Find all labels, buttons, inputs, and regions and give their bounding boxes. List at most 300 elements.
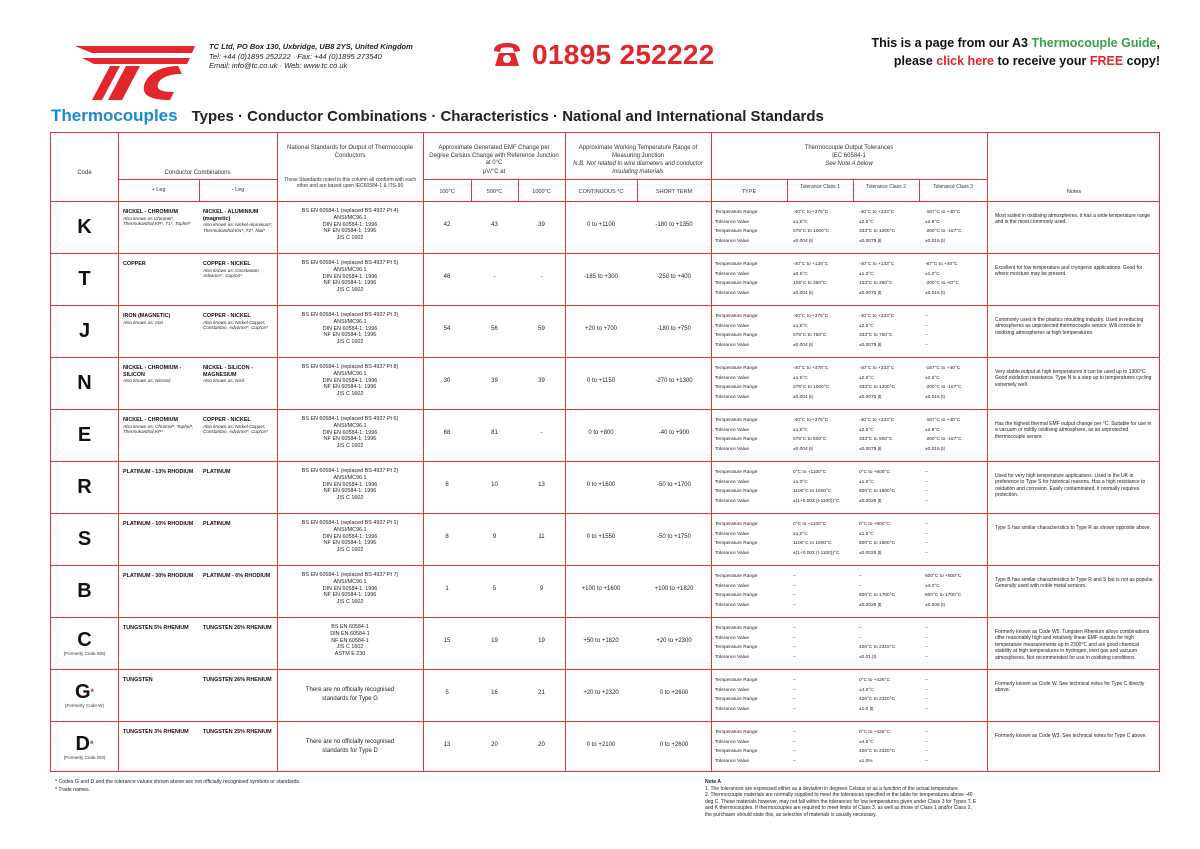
positive-leg: [123, 261, 197, 268]
table-row: [51, 253, 1159, 305]
tolerance-labels: [715, 728, 787, 766]
tolerance-value: -40°C to +375°C: [793, 314, 829, 319]
header-range: Approximate Working Temperature Range of Measuring Junction: [578, 145, 698, 159]
header-range-note: N.B. Not related to wire diameters and conductor insulating materials: [573, 161, 703, 175]
header-tolerance-std: IEC 60584-1: [832, 153, 866, 159]
tolerance-value: 1100°C to 1600°C: [793, 541, 832, 546]
negative-leg-alias: Also known as: Nickel-Copper, Constantan, Advance*, Cupron*: [203, 319, 268, 331]
standards-list: [279, 520, 421, 554]
emf-value: 20: [491, 742, 498, 748]
emf-value: -: [540, 430, 543, 436]
emf-value: 10: [491, 482, 498, 488]
tolerance-label: Tolerance Value: [715, 427, 750, 433]
emf-value: 16: [491, 690, 498, 696]
positive-leg-name: PLATINUM - 10% RHODIUM: [123, 521, 194, 527]
footnote-trade-names: * Trade names.: [55, 786, 91, 793]
emf-value: 1: [445, 586, 449, 592]
standard-item: NF EN 60584-1: 1996: [323, 436, 377, 443]
emf-value: 54: [443, 326, 451, 332]
standard-item: JIS C 1602: [336, 599, 364, 606]
promo-text: to receive your: [993, 54, 1090, 68]
tolerance-value: -167°C to +40°C: [925, 366, 961, 371]
telephone-icon: [492, 42, 522, 68]
tolerance-value: ±2.5°C: [925, 219, 940, 225]
continuous-range: 0 to +800: [588, 430, 614, 436]
tolerance-value: ±0.0075 |t|: [859, 342, 882, 348]
tolerance-value: –: [793, 758, 796, 764]
negative-leg-name: COPPER - NICKEL: [203, 261, 251, 267]
thermocouple-code: [51, 617, 118, 669]
tolerance-value: ±0.015 |t|: [925, 238, 945, 244]
standards-list: [279, 572, 421, 606]
tolerance-label: Tolerance Value: [715, 290, 750, 296]
tolerance-c3: [925, 468, 987, 506]
header-emf-1000: 1000°C: [532, 189, 551, 195]
negative-leg-name: COPPER - NICKEL: [203, 417, 251, 423]
row-notes: Very stable output at high temperatures it can be used up to 1300°C. Good oxidation resistance. Type N is a step up to temperatures cycling extremely well.: [995, 369, 1152, 388]
emf-value: 5: [492, 586, 497, 592]
short-term-range: -270 to +1300: [655, 378, 693, 384]
negative-leg: [203, 521, 275, 528]
tolerance-value: –: [925, 531, 928, 537]
emf-value: 21: [538, 690, 545, 696]
emf-value: 19: [538, 638, 545, 644]
tolerance-value: ±2.5°C: [925, 427, 940, 433]
tolerance-label: Tolerance Value: [715, 635, 750, 641]
standards-list: [279, 364, 421, 398]
emf-value: 59: [538, 326, 545, 332]
tolerance-value: ±0.0075 |t|: [859, 446, 882, 452]
thermocouple-code: [51, 357, 118, 409]
tolerance-label: Temperature Range: [715, 678, 758, 683]
asterisk-marker: *: [89, 739, 94, 749]
tolerance-c1: [793, 520, 855, 558]
tolerance-c2: [859, 572, 921, 610]
tolerance-label: Temperature Range: [715, 593, 758, 598]
standard-item: BS EN 60584-1 (replaced BS 4937 Pt 1): [301, 520, 399, 526]
note-a-title: Note A: [705, 779, 721, 785]
tolerance-c3: [925, 364, 987, 402]
tolerance-label: Temperature Range: [715, 314, 758, 319]
standard-item: NF EN 60584-1: 1996: [323, 592, 377, 599]
grid-line: [853, 179, 854, 201]
tolerance-label: Temperature Range: [715, 730, 758, 735]
tolerance-label: Temperature Range: [715, 262, 758, 267]
positive-leg-alias: Also known as: Nicrosil: [123, 378, 171, 384]
tolerance-value: ±2.5°C: [859, 219, 874, 225]
tolerance-value: –: [925, 314, 928, 319]
positive-leg-name: TUNGSTEN: [123, 677, 153, 683]
continuous-range: 0 to +1600: [586, 482, 616, 488]
standard-item: JIS C 1602: [336, 235, 364, 242]
standard-item: ANSI/MC96.1: [333, 578, 367, 585]
page-subtitle: Types · Conductor Combinations · Characteristics · National and International Standards: [191, 108, 824, 125]
tolerance-label: Temperature Range: [715, 281, 758, 286]
tolerance-value: 125°C to 350°C: [793, 281, 827, 286]
short-term-range: -40 to +900: [658, 430, 690, 436]
tolerance-label: Tolerance Value: [715, 739, 750, 745]
tolerance-labels: [715, 364, 787, 402]
emf-value: 5: [445, 690, 449, 696]
tolerance-value: ±0.004 |t|: [793, 290, 813, 296]
tc-logo: [70, 40, 200, 102]
tolerance-value: ±4.5°C: [859, 687, 874, 693]
emf-value: 46: [443, 274, 451, 280]
tolerance-label: Temperature Range: [715, 470, 758, 475]
tolerance-value: ±0.0075 |t|: [859, 238, 882, 244]
footer-note-a: [705, 779, 980, 819]
emf-value: 11: [538, 534, 545, 540]
tolerance-value: ±0.015 |t|: [925, 394, 945, 400]
continuous-range: +100 to +1600: [581, 586, 621, 592]
tolerance-value: ±1.0°C: [859, 271, 874, 277]
tolerance-c3: [925, 416, 987, 454]
tolerance-value: ±2.5°C: [859, 427, 874, 433]
row-notes: Type B has similar characteristics to Type R and S but is not as popular. Generally used with noble metal sensors.: [995, 577, 1154, 590]
header-standards: National Standards for Output of Thermocouple Conductors: [287, 145, 413, 159]
positive-leg: [123, 365, 197, 384]
short-term-range: +100 to +1820: [654, 586, 694, 592]
emf-value: 56: [491, 326, 498, 332]
standards-list: [279, 624, 421, 658]
company-address: [209, 42, 479, 71]
tolerance-value: –: [793, 654, 796, 660]
row-notes: Formerly known as Code W5. Tungsten Rhenium alloys combinations offer reasonably high and relatively linear EMF outputs for high temperature measurements up to 2300°C and are good chemical stability at high temperatures in hydrogen, inert gas and vacuum atmospheres. Not recommended for use in oxidising conditions.: [995, 629, 1150, 661]
tolerance-value: 375°C to 1000°C: [793, 385, 830, 390]
tolerance-value: –: [793, 626, 796, 631]
tolerance-c1: [793, 416, 855, 454]
emf-value: 39: [491, 378, 498, 384]
tolerance-label: Tolerance Value: [715, 375, 750, 381]
tolerance-value: 600°C to +800°C: [925, 574, 962, 579]
tolerance-value: ±1.5°C: [793, 427, 808, 433]
tolerance-value: ±0.005 |t|: [925, 602, 945, 608]
positive-leg-name: TUNGSTEN 5% RHENIUM: [123, 625, 189, 631]
code-letter-text: J: [78, 320, 91, 342]
code-letter-text: R: [77, 476, 92, 498]
standard-item: NF EN 60584-1: [331, 637, 369, 644]
positive-leg: [123, 573, 197, 580]
code-letter-text: N: [77, 372, 92, 394]
footnote-codes: * Codes G and D and the tolerance values shown above are not officially recognised symbols or standards.: [55, 779, 301, 785]
page-title-row: [51, 106, 824, 126]
header-continuous: CONTINUOUS °C: [578, 189, 624, 195]
tolerance-labels: [715, 468, 787, 506]
standard-item: DIN EN 60584-1: 1996: [322, 429, 378, 436]
continuous-range: +20 to +700: [584, 326, 618, 332]
tolerance-label: Tolerance Value: [715, 271, 750, 277]
tolerance-c3: [925, 572, 987, 610]
tolerance-label: Temperature Range: [715, 749, 758, 754]
standard-item: DIN EN 60584-1: 1996: [322, 377, 378, 384]
grid-line: [711, 179, 987, 180]
company-email-web-line[interactable]: Email: info@tc.co.uk · Web: www.tc.co.uk: [209, 61, 348, 70]
tolerance-value: 426°C to 2320°C: [859, 697, 896, 702]
tolerance-c1: [793, 728, 855, 766]
tolerance-c3: [925, 312, 987, 350]
row-notes: Used for very high temperature applications. Used in the UK in preference to Type S for historical reasons. Has a high resistance to oxidation and corrosion. Easily contaminated, it normally requires protection.: [995, 473, 1146, 499]
table-row: [51, 201, 1159, 253]
standards-list: [279, 686, 421, 704]
header-neg-leg: - Leg: [231, 187, 245, 193]
row-notes: Excellent for low temperature and cryogenic applications. Good for where moisture may be present.: [995, 265, 1143, 278]
emf-value: 43: [491, 222, 498, 228]
code-letter: [78, 268, 90, 290]
tolerance-labels: [715, 624, 787, 662]
code-letter-text: C: [77, 629, 92, 651]
tolerance-value: -167°C to +40°C: [925, 210, 961, 215]
tolerance-value: ±1.0°C: [793, 531, 808, 537]
tolerance-value: ±4.5°C: [859, 739, 874, 745]
tolerance-label: Tolerance Value: [715, 583, 750, 589]
promo-text: please: [893, 54, 937, 68]
emf-value: 68: [443, 430, 451, 436]
table-row: [51, 617, 1159, 669]
tolerance-value: -200°C to -167°C: [925, 437, 962, 442]
table-row: [51, 409, 1159, 461]
row-notes: Type S has similar characteristics to Type R as shown opposite above.: [995, 525, 1152, 531]
tolerance-value: 375°C to 1000°C: [793, 229, 830, 234]
positive-leg: [123, 417, 197, 435]
tolerance-value: ±(1+0.003 (t-1100))°C: [793, 550, 840, 556]
tolerance-value: –: [793, 635, 796, 641]
standard-item: ANSI/MC96.1: [333, 214, 367, 221]
promo-text: ,: [1156, 36, 1160, 50]
promo-line-2: [872, 52, 1161, 70]
tolerance-value: -40°C to +333°C: [859, 418, 895, 423]
positive-leg-name: NICKEL - CHROMIUM - SILICON: [123, 365, 182, 378]
tolerance-value: –: [793, 602, 796, 608]
positive-leg-name: PLATINUM - 30% RHODIUM: [123, 573, 194, 579]
continuous-range: +50 to +1820: [583, 638, 619, 644]
tolerance-value: ±2.5°C: [859, 375, 874, 381]
tolerance-c2: [859, 520, 921, 558]
tolerance-value: 600°C to 1600°C: [859, 541, 896, 546]
standard-item: BS EN 60584-1 (replaced BS 4937 Pt 4): [301, 208, 399, 214]
tolerance-label: Tolerance Value: [715, 342, 750, 348]
negative-leg-name: NICKEL - ALUMINIUM (magnetic): [203, 209, 259, 222]
standard-item: standards for Type G: [322, 696, 378, 702]
tolerance-value: ±0.0025 |t|: [859, 498, 882, 504]
standard-item: ASTM E 230: [334, 651, 366, 658]
positive-leg-alias: Also known as: Chromel*, Tophel*, Thermokanthal KP*: [123, 423, 194, 435]
grid-line: [787, 179, 788, 201]
tolerance-label: Temperature Range: [715, 418, 758, 423]
tolerance-value: ±1.5°C: [859, 479, 874, 485]
positive-leg: [123, 521, 197, 528]
phone-number[interactable]: 01895 252222: [532, 39, 715, 70]
tolerance-label: Tolerance Value: [715, 394, 750, 400]
tolerance-value: ±1.5°C: [793, 323, 808, 329]
tolerance-value: –: [793, 697, 796, 702]
promo-text: This is a page from our A3: [871, 36, 1032, 50]
positive-leg-name: PLATINUM - 13% RHODIUM: [123, 469, 194, 475]
negative-leg-name: TUNGSTEN 26% RHENIUM: [203, 677, 272, 683]
code-former-name: (Formerly Code W): [64, 703, 105, 708]
header-tolerance-see: See Note A below: [825, 161, 873, 167]
tolerance-value: ±1.5°C: [793, 375, 808, 381]
short-term-range: 0 to +2600: [659, 690, 689, 696]
thermocouple-code: [51, 669, 118, 721]
tolerance-label: Tolerance Value: [715, 498, 750, 504]
company-address-line: TC Ltd, PO Box 130, Uxbridge, UB8 2YS, United Kingdom: [209, 42, 413, 51]
row-notes: Has the highest thermal EMF output change per °C. Suitable for use in a vacuum or mildly oxidising atmosphere, as an unprotected thermocouple sensor.: [995, 421, 1152, 440]
standards-list: [279, 416, 421, 450]
tolerance-value: –: [793, 739, 796, 745]
header-class-2: Tolerance Class 2: [866, 184, 906, 190]
standard-item: JIS C 1602: [336, 391, 364, 398]
tolerance-c2: [859, 312, 921, 350]
emf-value: 8: [445, 534, 449, 540]
short-term-range: 0 to +2600: [659, 742, 689, 748]
standard-item: standards for Type D: [322, 748, 378, 754]
table-row: [51, 513, 1159, 565]
table-row: [51, 669, 1159, 721]
tolerance-value: –: [925, 758, 928, 764]
negative-leg: [203, 365, 275, 384]
tolerance-label: Tolerance Value: [715, 654, 750, 660]
tolerance-label: Tolerance Value: [715, 758, 750, 764]
tolerance-value: ±(1+0.003 (t-1100))°C: [793, 498, 840, 504]
tolerance-value: –: [925, 635, 928, 641]
standard-item: There are no officially recognised: [305, 687, 395, 693]
tolerance-label: Temperature Range: [715, 697, 758, 702]
table-row: [51, 565, 1159, 617]
emf-value: 15: [443, 638, 451, 644]
negative-leg: [203, 573, 275, 580]
thermocouple-code: [51, 305, 118, 357]
standards-list: [279, 208, 421, 242]
table-row: [51, 357, 1159, 409]
positive-leg-alias: Also known as: Iron: [123, 319, 164, 325]
negative-leg-name: NICKEL - SILICON - MAGNESIUM: [203, 365, 253, 378]
tolerance-value: 600°C to 1700°C: [859, 593, 896, 598]
tolerance-label: Temperature Range: [715, 522, 758, 527]
header-emf-100: 100°C: [439, 189, 455, 195]
tolerance-c1: [793, 676, 855, 714]
tolerance-label: Temperature Range: [715, 626, 758, 631]
emf-value: 8: [445, 482, 449, 488]
tolerance-value: –: [859, 626, 862, 631]
tolerance-c1: [793, 468, 855, 506]
standard-item: DIN EN 60584-1: 1996: [322, 585, 378, 592]
company-phone-fax-line: Tel: +44 (0)1895 252222 · Fax: +44 (0)1895 273540: [209, 51, 382, 61]
tolerance-value: -40°C to +333°C: [859, 210, 895, 215]
tolerance-label: Tolerance Value: [715, 706, 750, 712]
standard-item: JIS C 1602: [336, 547, 364, 554]
emf-value: 81: [491, 430, 498, 436]
standard-item: BS EN 60584-1 (replaced BS 4937 Pt 3): [301, 312, 399, 318]
emf-value: 9: [539, 586, 544, 592]
tolerance-value: 375°C to 800°C: [793, 437, 827, 442]
standard-item: DIN EN 60584-1: 1996: [322, 325, 378, 332]
negative-leg: [203, 625, 275, 632]
tolerance-label: Temperature Range: [715, 229, 758, 234]
tolerance-value: -40°C to +125°C: [793, 262, 829, 267]
header-notes: Notes: [1066, 189, 1082, 195]
asterisk-marker: *: [90, 687, 95, 697]
tolerance-c2: [859, 728, 921, 766]
code-letter-text: D: [75, 733, 90, 755]
grid-line: [565, 179, 711, 180]
negative-leg-name: TUNGSTEN 25% RHENIUM: [203, 729, 272, 735]
tolerance-labels: [715, 416, 787, 454]
free-text: FREE: [1089, 54, 1124, 68]
standard-item: DIN EN 60584-1: 1996: [322, 533, 378, 540]
table-row: [51, 461, 1159, 513]
tolerance-value: –: [925, 550, 928, 556]
standard-item: ANSI/MC96.1: [333, 370, 367, 377]
tolerance-c1: [793, 572, 855, 610]
grid-line: [423, 179, 565, 180]
tolerance-label: Temperature Range: [715, 210, 758, 215]
standards-list: [279, 468, 421, 502]
tolerance-c1: [793, 260, 855, 298]
negative-leg: [203, 417, 275, 435]
tolerance-label: Tolerance Value: [715, 446, 750, 452]
tolerance-value: -40°C to +375°C: [793, 418, 829, 423]
emf-value: -: [540, 274, 543, 280]
tolerance-label: Temperature Range: [715, 574, 758, 579]
tolerance-label: Tolerance Value: [715, 219, 750, 225]
tolerance-label: Temperature Range: [715, 385, 758, 390]
short-term-range: +20 to +2300: [656, 638, 692, 644]
tolerance-labels: [715, 520, 787, 558]
standards-list: [279, 312, 421, 346]
tolerance-label: Tolerance Value: [715, 602, 750, 608]
tolerance-value: –: [925, 645, 928, 650]
tolerance-value: -40°C to +333°C: [859, 366, 895, 371]
standard-item: NF EN 60584-1: 1996: [323, 332, 377, 339]
standard-item: JIS C 1602: [336, 495, 364, 502]
code-letter-text: K: [77, 216, 92, 238]
tolerance-c2: [859, 468, 921, 506]
tolerance-label: Tolerance Value: [715, 238, 750, 244]
tolerance-value: –: [793, 730, 796, 735]
row-notes: Formerly known as Code W. See technical notes for Type C directly above.: [995, 681, 1145, 694]
standard-item: ANSI/MC96.1: [333, 318, 367, 325]
negative-leg-alias: Also known as: Nickel-Copper, Constantan, Advance*, Cupron*: [203, 423, 268, 435]
code-letter: [76, 733, 94, 755]
standard-item: ANSI/MC96.1: [333, 422, 367, 429]
thermocouple-code: [51, 253, 118, 305]
header-emf-unit: μV/°C at: [482, 169, 506, 175]
thermocouple-table: [50, 132, 1160, 772]
tolerance-value: -40°C to +375°C: [793, 210, 829, 215]
tolerance-value: ±0.004 |t|: [793, 446, 813, 452]
tolerance-value: –: [925, 479, 928, 485]
tolerance-value: –: [925, 541, 928, 546]
emf-value: -: [493, 274, 496, 280]
click-here-link[interactable]: click here: [936, 54, 994, 68]
standard-item: DIN EN 60584-1: [330, 630, 370, 637]
negative-leg: [203, 677, 275, 684]
tolerance-value: ±0.0025 |t|: [859, 602, 882, 608]
emf-value: 20: [538, 742, 545, 748]
standard-item: BS EN 60584-1 (replaced BS 4937 Pt 7): [301, 572, 399, 578]
negative-leg-alias: Also known as: Constantan, Advance*, Cupron*: [203, 267, 260, 279]
tolerance-value: -40°C to +133°C: [859, 262, 895, 267]
header-tolerance: Thermocouple Output Tolerances: [804, 145, 894, 151]
tolerance-value: –: [793, 749, 796, 754]
standard-item: NF EN 60584-1: 1996: [323, 384, 377, 391]
tolerance-value: –: [793, 687, 796, 693]
tolerance-c3: [925, 728, 987, 766]
tolerance-label: Temperature Range: [715, 437, 758, 442]
emf-value: 13: [443, 742, 451, 748]
negative-leg: [203, 469, 275, 476]
tolerance-value: –: [793, 574, 796, 579]
